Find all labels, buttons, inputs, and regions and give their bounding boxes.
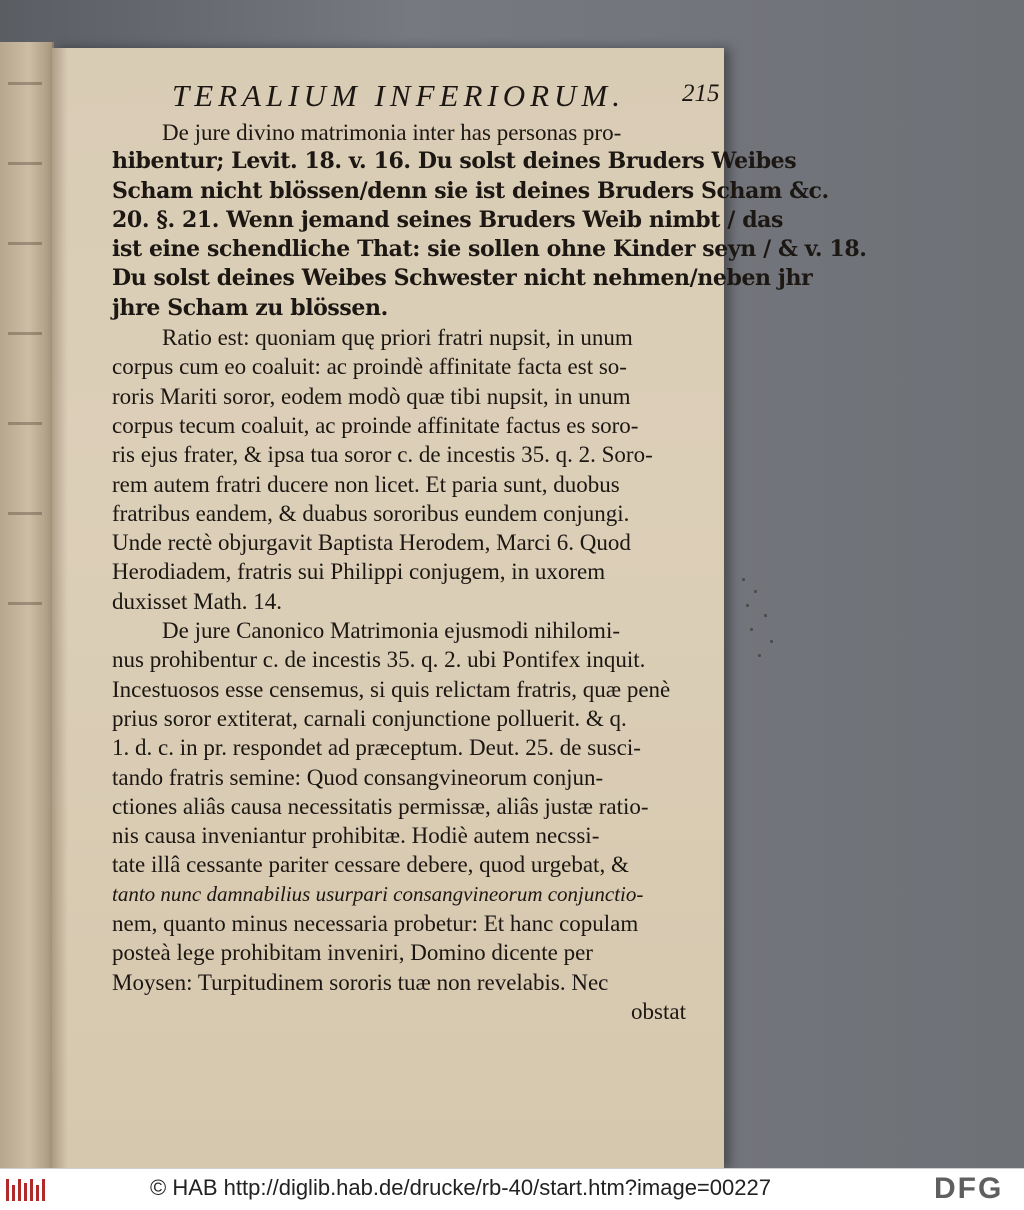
text-line: prius soror extiterat, carnali conjunctione polluerit. & q. bbox=[112, 705, 627, 731]
text-line: nis causa inveniantur prohibitæ. Hodiè autem necssi- bbox=[112, 823, 600, 849]
text-line: Herodiadem, fratris sui Philippi conjugem, in uxorem bbox=[112, 559, 606, 585]
text-line: rem autem fratri ducere non licet. Et paria sunt, duobus bbox=[112, 471, 620, 497]
viewer-footer bbox=[0, 1168, 1024, 1210]
text-line: posteà lege prohibitam inveniri, Domino dicente per bbox=[112, 940, 593, 966]
page-text-block bbox=[112, 78, 867, 1026]
catchword: obstat bbox=[631, 998, 686, 1024]
text-line: ris ejus frater, & ipsa tua soror c. de incestis 35. q. 2. Soro- bbox=[112, 442, 653, 468]
text-line: tanto nunc damnabilius usurpari consangvineorum conjunctio- bbox=[112, 881, 644, 906]
text-line: 20. §. 21. Wenn jemand seines Bruders Weib nimbt / das bbox=[112, 206, 784, 233]
hab-logo-icon bbox=[4, 1175, 48, 1205]
text-line: Ratio est: quoniam quę priori fratri nupsit, in unum bbox=[162, 325, 633, 351]
text-line: corpus cum eo coaluit: ac proindè affinitate facta est so- bbox=[112, 354, 627, 380]
text-line: hibentur; Levit. 18. v. 16. Du solst deines Bruders Weibes bbox=[112, 148, 797, 175]
page-number: 215 bbox=[682, 80, 720, 107]
text-line: Unde rectè objurgavit Baptista Herodem, Marci 6. Quod bbox=[112, 530, 631, 556]
text-line: nem, quanto minus necessaria probetur: Et hanc copulam bbox=[112, 911, 639, 937]
text-line: De jure Canonico Matrimonia ejusmodi nihilomi- bbox=[162, 618, 621, 644]
running-title: TERALIUM INFERIORUM. bbox=[172, 78, 625, 113]
text-line: Incestuosos esse censemus, si quis relictam fratris, quæ penè bbox=[112, 676, 671, 702]
text-line: jhre Scham zu blössen. bbox=[112, 294, 388, 321]
text-line: tando fratris semine: Quod consangvineorum conjun- bbox=[112, 764, 604, 790]
text-line: roris Mariti soror, eodem modò quæ tibi nupsit, in unum bbox=[112, 383, 631, 409]
text-line: ctiones aliâs causa necessitatis permissæ, aliâs justæ ratio- bbox=[112, 793, 649, 819]
text-line: fratribus eandem, & duabus sororibus eundem conjungi. bbox=[112, 500, 630, 526]
adjacent-page-edge bbox=[0, 42, 54, 1168]
running-header bbox=[112, 78, 720, 118]
text-line: ist eine schendliche That: sie sollen ohne Kinder seyn / & v. 18. bbox=[112, 236, 867, 263]
text-line: De jure divino matrimonia inter has personas pro- bbox=[162, 120, 622, 145]
text-line: 1. d. c. in pr. respondet ad præceptum. Deut. 25. de susci- bbox=[112, 735, 641, 761]
book-page bbox=[52, 48, 867, 1168]
text-line: tate illâ cessante pariter cessare debere, quod urgebat, & bbox=[112, 852, 629, 878]
margin-ink-specks bbox=[736, 570, 786, 670]
text-line: nus prohibentur c. de incestis 35. q. 2. ubi Pontifex inquit. bbox=[112, 647, 646, 673]
text-line: Moysen: Turpitudinem sororis tuæ non revelabis. Nec bbox=[112, 969, 609, 995]
text-line: corpus tecum coaluit, ac proinde affinitate factus es soro- bbox=[112, 412, 639, 438]
copyright-link[interactable]: © HAB http://diglib.hab.de/drucke/rb-40/start.htm?image=00227 bbox=[150, 1175, 771, 1200]
dfg-logo: DFG bbox=[934, 1172, 1004, 1205]
text-line: Du solst deines Weibes Schwester nicht nehmen/neben jhr bbox=[112, 265, 813, 292]
text-line: Scham nicht blössen/denn sie ist deines Bruders Scham &c. bbox=[112, 177, 829, 204]
text-line: duxisset Math. 14. bbox=[112, 588, 282, 614]
